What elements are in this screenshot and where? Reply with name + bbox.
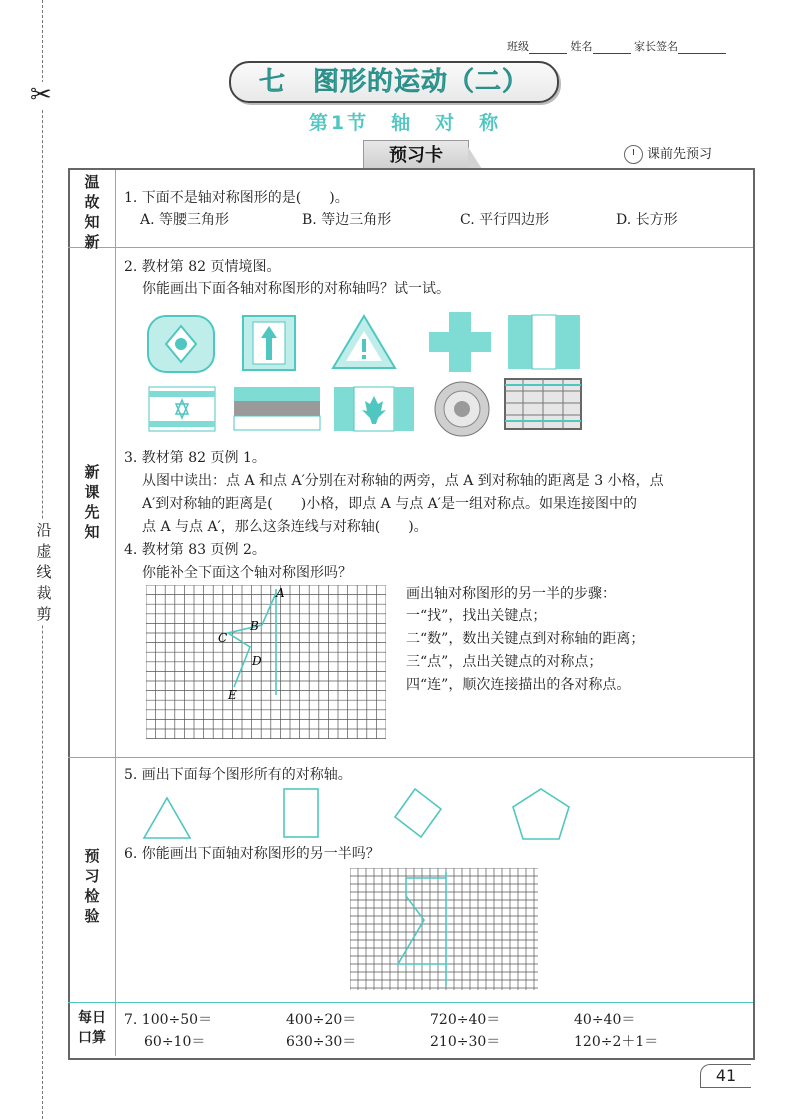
q3-line2: 从图中读出：点 A 和点 A′分别在对称轴的两旁，点 A 到对称轴的距离是 3 小格，点 [142,473,664,489]
row-label-char: 温 [84,173,100,191]
row-label-line: 每日 [78,1010,106,1026]
point-label-d: D [252,654,262,668]
figure-maple-leaf-flag[interactable] [333,386,415,432]
calc-item[interactable]: 60÷10＝ [144,1034,206,1050]
q1-stem: 1. 下面不是轴对称图形的是( )。 [124,190,349,206]
page-number: 41 [700,1064,751,1088]
row-label-new [70,462,114,542]
chapter-title: 七 图形的运动（二） [258,67,529,97]
figure-window-grid[interactable] [503,377,583,431]
shape-square-rotated[interactable] [387,787,443,843]
row-label-char: 先 [84,503,100,521]
row-label-char: 检 [84,887,100,905]
alarm-clock-icon [624,145,643,164]
q4-line1: 4. 教材第 83 页例 2。 [124,542,266,558]
name-field[interactable] [593,41,631,54]
row-label-char: 新 [84,463,100,481]
figure-arrow-sign[interactable] [241,314,297,372]
q3-line1: 3. 教材第 82 页例 1。 [124,450,266,466]
calc-item[interactable]: 720÷40＝ [430,1012,501,1028]
figure-cross[interactable] [427,310,493,374]
row-divider [68,247,753,248]
point-label-b: B [250,619,259,633]
cut-char: 线 [36,563,52,581]
row-label-char: 验 [84,907,100,925]
q4-grid[interactable] [146,585,386,739]
cut-label [34,520,54,625]
point-label-c: C [218,631,228,645]
q4-step: 三“点”，点出关键点的对称点； [406,654,603,670]
figure-star-flag[interactable] [148,386,216,432]
q2-line2: 你能画出下面各轴对称图形的对称轴吗？试一试。 [142,281,450,297]
row-label-char: 预 [84,847,100,865]
preview-tag [624,143,712,164]
row-label-review [70,172,114,252]
row-label-line: 口算 [78,1030,106,1046]
preview-card-tab: 预习卡 [363,140,469,169]
cut-char: 裁 [36,584,52,602]
shape-pentagon[interactable] [511,787,571,841]
shape-triangle[interactable] [142,796,192,840]
q2-line1: 2. 教材第 82 页情境图。 [124,259,281,275]
q4-steps-title: 画出轴对称图形的另一半的步骤： [406,586,616,602]
q1-option-a[interactable]: A. 等腰三角形 [140,212,230,228]
q3-line3: A′到对称轴的距离是( )小格，即点 A 与点 A′是一组对称点。如果连接图中的 [142,496,637,512]
row-label-char: 新 [84,233,100,251]
q4-line2: 你能补全下面这个轴对称图形吗？ [142,565,352,581]
row-label-daily [70,1008,114,1048]
calc-item[interactable]: 210÷30＝ [430,1034,501,1050]
calc-item[interactable]: 7. 100÷50＝ [124,1012,213,1028]
cut-char: 剪 [36,605,52,623]
row-label-char: 习 [84,867,100,885]
figure-flag-panels[interactable] [507,314,581,370]
calc-item[interactable]: 400÷20＝ [286,1012,357,1028]
row-divider [68,1002,753,1003]
q4-step: 四“连”，顺次连接描出的各对称点。 [406,677,631,693]
row-divider [68,757,753,758]
q1-option-b[interactable]: B. 等边三角形 [302,212,392,228]
preview-tag-label: 课前先预习 [647,147,713,162]
label-column-divider [115,170,116,1056]
scissors-icon: ✂ [30,80,52,110]
figure-striped-flag[interactable] [233,386,321,432]
figure-round-pattern[interactable] [433,380,491,438]
q3-line4: 点 A 与点 A′，那么这条连线与对称轴( )。 [142,519,428,535]
row-label-char: 课 [84,483,100,501]
q6-text: 6. 你能画出下面轴对称图形的另一半吗？ [124,846,380,862]
q4-step: 二“数”，数出关键点到对称轴的距离； [406,631,645,647]
calc-item[interactable]: 40÷40＝ [574,1012,636,1028]
calc-item[interactable]: 630÷30＝ [286,1034,357,1050]
section-title: 第1节 轴 对 称 [308,112,502,134]
q4-step: 一“找”，找出关键点； [406,608,547,624]
class-field[interactable] [529,41,567,54]
q1-option-c[interactable]: C. 平行四边形 [460,212,550,228]
figure-heart-emblem[interactable] [144,312,218,376]
point-label-a: A [276,586,285,600]
row-label-char: 知 [84,213,100,231]
q6-grid[interactable] [350,868,538,990]
q1-option-d[interactable]: D. 长方形 [616,212,678,228]
calc-item[interactable]: 120÷2＋1＝ [574,1034,659,1050]
parent-signature-label: 家长签名 [634,40,678,53]
class-label: 班级 [507,40,529,53]
parent-signature-field[interactable] [678,41,726,54]
cut-char: 沿 [36,521,52,539]
chapter-title-banner [229,61,559,103]
row-label-check [70,846,114,926]
point-label-e: E [228,688,237,702]
cut-char: 虚 [36,542,52,560]
row-label-char: 知 [84,523,100,541]
shape-rectangle[interactable] [283,788,319,838]
row-label-char: 故 [84,193,100,211]
figure-warning-triangle[interactable] [330,313,398,371]
name-label: 姓名 [570,40,593,53]
header-fields [507,38,726,54]
q5-text: 5. 画出下面每个图形所有的对称轴。 [124,767,352,783]
